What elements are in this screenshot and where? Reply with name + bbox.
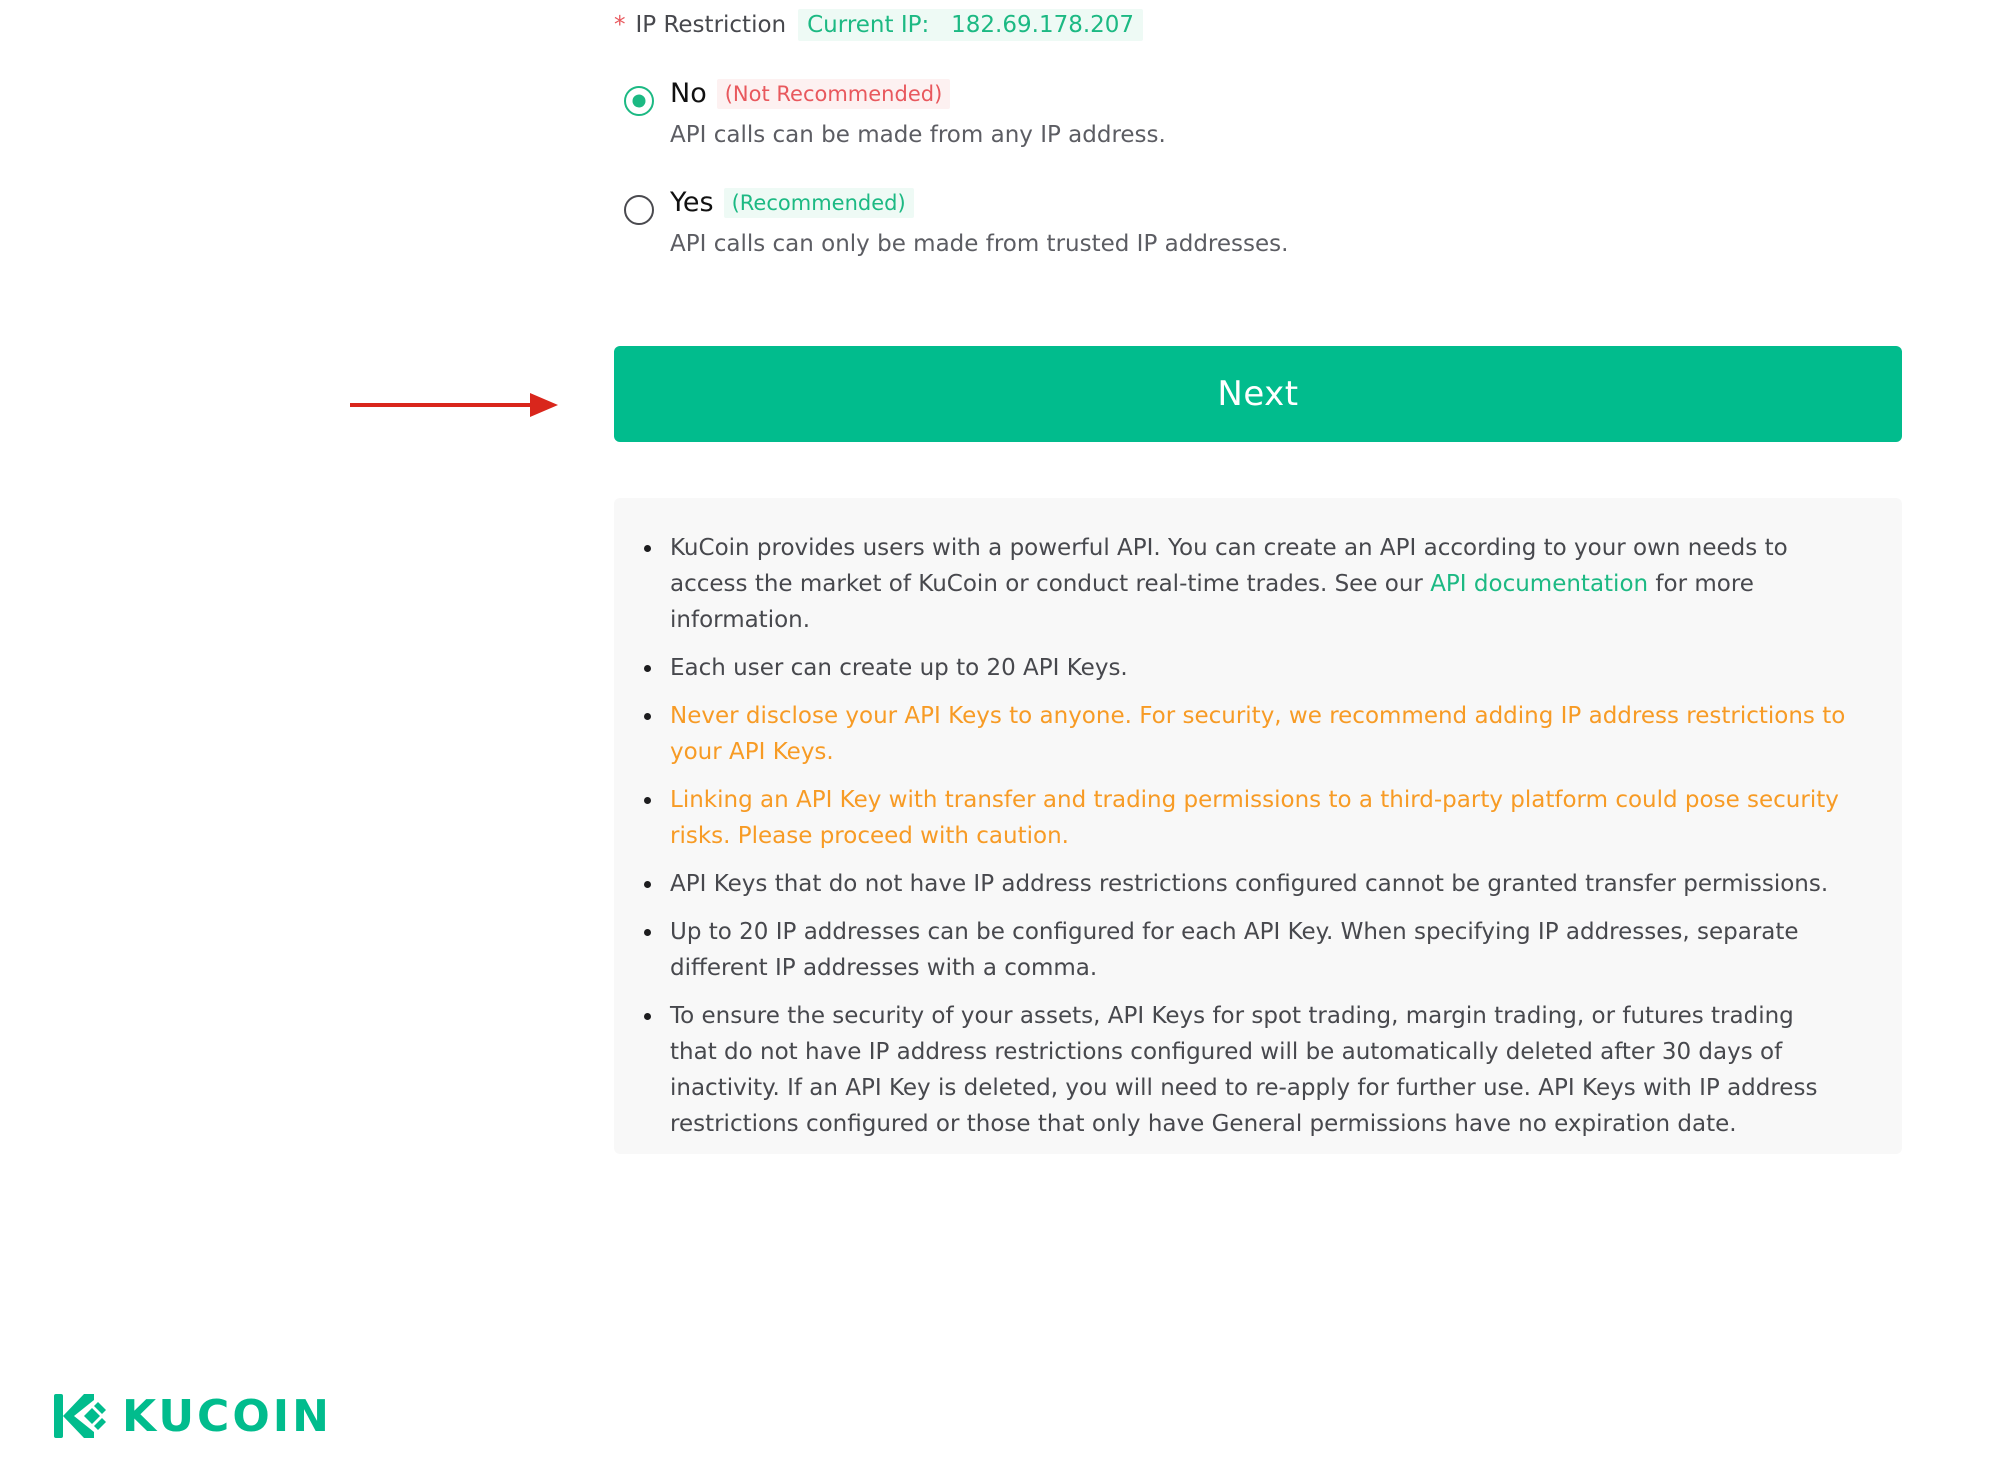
kucoin-logo-icon: [54, 1388, 108, 1444]
kucoin-logo-text: KUCOIN: [122, 1390, 332, 1442]
next-button-label: Next: [1217, 374, 1299, 414]
ip-restriction-label: IP Restriction: [635, 12, 787, 38]
info-list: [670, 530, 1846, 1142]
option-no-title-row: [670, 78, 950, 109]
info-item-1-text-after: for more information.: [670, 571, 1754, 633]
info-item-key-limit: Each user can create up to 20 API Keys.: [670, 650, 1846, 686]
required-marker: *: [614, 12, 626, 38]
option-yes-description: API calls can only be made from trusted IP addresses.: [670, 231, 1289, 257]
info-item-1-text: KuCoin provides users with a powerful API. You can create an API according to your own needs to access the market of KuCoin or conduct real-time trades. See our: [670, 535, 1788, 597]
ip-restriction-header: [614, 8, 1143, 42]
info-item-third-party-warning: Linking an API Key with transfer and trading permissions to a third-party platform could pose security risks. Please proceed with caution.: [670, 782, 1846, 854]
info-item-api-overview: [670, 530, 1846, 638]
api-info-box: [614, 498, 1902, 1154]
not-recommended-tag: (Not Recommended): [717, 79, 951, 109]
radio-no[interactable]: [624, 86, 654, 116]
option-yes-title-row: [670, 187, 914, 218]
info-item-expiration: To ensure the security of your assets, API Keys for spot trading, margin trading, or futures trading that do not have IP address restrictions configured will be automatically deleted after 30 days of inactivity. If an API Key is deleted, you will need to re-apply for further use. API Keys with IP address restrictions configured or those that only have General permissions have no expiration date.: [670, 998, 1846, 1142]
radio-yes[interactable]: [624, 195, 654, 225]
api-documentation-link[interactable]: API documentation: [1430, 571, 1649, 597]
option-no-description: API calls can be made from any IP address.: [670, 122, 1166, 148]
kucoin-logo: [54, 1388, 332, 1444]
current-ip-badge: Current IP: 182.69.178.207: [798, 9, 1143, 41]
option-no-title: No: [670, 78, 707, 109]
right-arrow-icon: [350, 390, 560, 420]
recommended-tag: (Recommended): [724, 188, 914, 218]
next-button[interactable]: [614, 346, 1902, 442]
option-yes-title: Yes: [670, 187, 714, 218]
info-item-transfer-permissions: API Keys that do not have IP address restrictions configured cannot be granted transfer permissions.: [670, 866, 1846, 902]
info-item-security-warning: Never disclose your API Keys to anyone. For security, we recommend adding IP address restrictions to your API Keys.: [670, 698, 1846, 770]
info-item-ip-limit: Up to 20 IP addresses can be configured for each API Key. When specifying IP addresses, separate different IP addresses with a comma.: [670, 914, 1846, 986]
